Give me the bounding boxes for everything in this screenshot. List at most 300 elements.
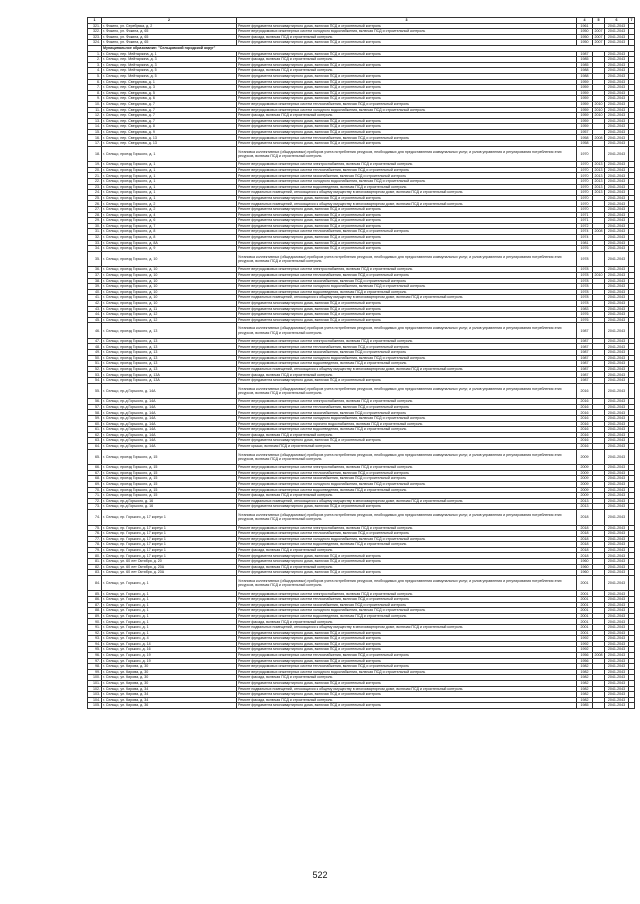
row-address: г. Сельцо, ул. 60 лет Октября, д. 20: [102, 559, 237, 565]
row-address: г. Сельцо, проезд Горького, д. 13: [102, 361, 237, 367]
row-year-repaired: [593, 323, 605, 339]
row-planned-period: 2041-2043: [605, 113, 629, 119]
row-year-built: 1956: [577, 658, 593, 664]
row-year-built: 1959: [577, 118, 593, 124]
row-address: г. Сельцо, пр. Горького, д. 17 корпус 1: [102, 553, 237, 559]
row-year-repaired: 2013: [594, 162, 603, 167]
row-address: г. Сельцо, проезд Горького, д. 15: [102, 465, 237, 471]
row-year-built: 1961: [577, 23, 593, 29]
row-work-type: Ремонт фундамента многоквартирного дома, включая ПСД и строительный контроль: [237, 680, 577, 686]
row-number: 1.: [88, 51, 102, 57]
row-work-type: Ремонт фасада, включая ПСД и строительный контроль: [237, 675, 577, 681]
row-year-built: 1983: [577, 306, 593, 312]
row-address: г. Сельцо, пр-д Горького, д. 14А: [102, 410, 237, 416]
row-address: г. Сельцо, ул. Горького, д. 19: [102, 658, 237, 664]
row-work-type: Ремонт фундамента многоквартирного дома, включая ПСД и строительный контроль: [237, 23, 577, 29]
row-year-built: 2001: [577, 575, 593, 591]
row-work-type: Ремонт внутридомовых инженерных систем газоснабжения, включая ПСД и строительный контроль: [237, 278, 577, 284]
row-year-built: 1974: [577, 234, 593, 240]
row-work-type: Ремонт внутридомовых инженерных систем газоснабжения, включая ПСД и строительный контроль: [237, 476, 577, 482]
row-planned-period: 2041-2043: [605, 509, 629, 525]
row-work-type: Ремонт фундамента многоквартирного дома, включая ПСД и строительный контроль: [237, 79, 577, 85]
row-address: г. Сельцо, проезд Горького, д. 15: [102, 476, 237, 482]
row-number: 101.: [88, 680, 102, 686]
row-extra: [629, 251, 635, 267]
row-planned-period: 2041-2043: [605, 404, 629, 410]
row-planned-period: 2041-2043: [605, 692, 629, 698]
row-number: 19.: [88, 162, 102, 168]
row-number: 89.: [88, 613, 102, 619]
row-work-type: Ремонт фундамента многоквартирного дома, включая ПСД и строительный контроль: [237, 570, 577, 576]
row-work-type: Ремонт фасада, включая ПСД и строительный контроль: [237, 493, 577, 499]
repair-schedule-table: [87, 17, 635, 709]
row-work-type: Ремонт внутридомовых инженерных систем газоснабжения, включая ПСД и строительный контроль: [237, 350, 577, 356]
row-number: 43.: [88, 306, 102, 312]
row-number: 63.: [88, 438, 102, 444]
row-number: 44.: [88, 312, 102, 318]
row-address: г. Сельцо, проезд Горького, д. 13: [102, 323, 237, 339]
row-planned-period: 2041-2043: [605, 504, 629, 510]
row-planned-period: 2041-2043: [605, 267, 629, 273]
row-address: г. Сельцо, пр-д Горького, д. 14А: [102, 438, 237, 444]
row-work-type: Установка коллективных (общедомовых) приборов учета потребления ресурсов, необходимых для предоставления коммунальных услуг, и узлов управления и регулирования потребления этих ресурсов, включая ПСД и строительный контроль: [237, 383, 577, 399]
row-work-type: Ремонт внутридомовых инженерных систем теплоснабжения, включая ПСД и строительный контроль: [237, 135, 577, 141]
row-planned-period: 2041-2043: [605, 703, 629, 709]
row-number: 60.: [88, 421, 102, 427]
row-work-type: Ремонт фасада, включая ПСД и строительный контроль: [237, 34, 577, 40]
row-number: 46.: [88, 323, 102, 339]
row-planned-period: 2041-2043: [605, 525, 629, 531]
row-planned-period: 2041-2043: [605, 251, 629, 267]
row-address: г. Сельцо, пр-д Горького, д. 14А: [102, 443, 237, 449]
row-address: г. Сельцо, проезд Горького, д. 1: [102, 195, 237, 201]
row-work-type: Ремонт фундамента многоквартирного дома, включая ПСД и строительный контроль: [237, 51, 577, 57]
row-address: г. Сельцо, пр-д Горького, д. 14А: [102, 383, 237, 399]
row-year-repaired: 2007: [594, 29, 603, 34]
row-year-built: 1987: [577, 338, 593, 344]
row-year-built: 1959: [577, 85, 593, 91]
row-year-built: 1982: [577, 669, 593, 675]
table-row: [88, 449, 635, 465]
row-work-type: Ремонт внутридомовых инженерных систем водоотведения, включая ПСД и строительный контроль: [237, 289, 577, 295]
row-year-built: 2016: [577, 421, 593, 427]
row-number: 105.: [88, 703, 102, 709]
row-address: г. Фокино, ул. Фокина, д. 65: [102, 40, 237, 46]
row-planned-period: 2041-2043: [605, 240, 629, 246]
row-address: г. Сельцо, ул. Кирова, д. 34: [102, 692, 237, 698]
row-work-type: Ремонт подвальных помещений, относящихся к общему имуществу в многоквартирном доме, включая ПСД и строительный контроль: [237, 498, 577, 504]
table-body: [88, 23, 635, 708]
row-number: 66.: [88, 465, 102, 471]
row-number: 41.: [88, 295, 102, 301]
row-work-type: Установка коллективных (общедомовых) приборов учета потребления ресурсов, необходимых для предоставления коммунальных услуг, и узлов управления и регулирования потребления этих ресурсов, включая ПСД и строительный контроль: [237, 575, 577, 591]
row-work-type: Ремонт фундамента многоквартирного дома, включая ПСД и строительный контроль: [237, 504, 577, 510]
row-year-built: 1957: [577, 129, 593, 135]
row-year-built: 2018: [577, 553, 593, 559]
row-address: г. Сельцо, ул. Кирова, д. 36: [102, 703, 237, 709]
row-planned-period: 2041-2043: [605, 73, 629, 79]
row-work-type: Ремонт внутридомовых инженерных систем теплоснабжения, включая ПСД и строительный контроль: [237, 597, 577, 603]
row-planned-period: 2041-2043: [605, 312, 629, 318]
row-year-repaired: 2008: [594, 135, 603, 140]
row-year-repaired: 2007: [594, 40, 603, 45]
row-year-built: 1982: [577, 697, 593, 703]
row-address: г. Сельцо, ул. Кирова, д. 34: [102, 697, 237, 703]
row-address: г. Сельцо, проезд Горького, д. 15: [102, 449, 237, 465]
row-planned-period: 2041-2043: [605, 427, 629, 433]
row-number: 21.: [88, 173, 102, 179]
row-number: 54.: [88, 378, 102, 384]
row-address: г. Сельцо, ул. Горького, д. 19: [102, 652, 237, 658]
row-year-built: 2018: [577, 536, 593, 542]
row-planned-period: 2041-2043: [605, 421, 629, 427]
row-work-type: Ремонт фундамента многоквартирного дома, включая ПСД и строительный контроль: [237, 559, 577, 565]
row-planned-period: 2041-2043: [605, 29, 629, 35]
row-year-built: 1992: [577, 636, 593, 642]
row-number: 33.: [88, 240, 102, 246]
row-year-repaired: 2007: [594, 34, 603, 39]
row-address: г. Сельцо, ул. Горького, д. 14: [102, 641, 237, 647]
row-year-built: 1987: [577, 350, 593, 356]
row-year-built: 1978: [577, 289, 593, 295]
row-year-built: 1987: [577, 366, 593, 372]
row-work-type: Ремонт внутридомовых инженерных систем водоотведения, включая ПСД и строительный контроль: [237, 361, 577, 367]
table-row: [88, 383, 635, 399]
row-year-built: 1970: [577, 173, 593, 179]
row-work-type: Ремонт внутридомовых инженерных систем водоотведения, включая ПСД и строительный контроль: [237, 613, 577, 619]
row-address: г. Сельцо, ул. Горького, д. 1: [102, 630, 237, 636]
row-planned-period: 2041-2043: [605, 207, 629, 213]
row-planned-period: 2041-2043: [605, 636, 629, 642]
row-number: 6.: [88, 79, 102, 85]
row-planned-period: 2041-2043: [605, 564, 629, 570]
row-number: 34.: [88, 246, 102, 252]
row-planned-period: 2041-2043: [605, 619, 629, 625]
row-planned-period: 2041-2043: [605, 284, 629, 290]
row-year-built: 1987: [577, 378, 593, 384]
row-number: 28.: [88, 212, 102, 218]
row-planned-period: 2041-2043: [605, 317, 629, 323]
row-year-built: 1950: [577, 29, 593, 35]
row-year-built: 1978: [577, 267, 593, 273]
row-year-repaired: 2008: [594, 229, 603, 234]
row-year-built: 2013: [577, 498, 593, 504]
row-planned-period: 2041-2043: [605, 68, 629, 74]
row-address: г. Сельцо, пер. Свердлова, д. 9: [102, 129, 237, 135]
row-work-type: Ремонт фундамента многоквартирного дома, включая ПСД и строительный контроль: [237, 312, 577, 318]
row-planned-period: 2041-2043: [605, 355, 629, 361]
row-year-built: 2009: [577, 470, 593, 476]
row-number: 91.: [88, 625, 102, 631]
row-year-built: 2018: [577, 525, 593, 531]
row-address: г. Сельцо, проезд Горького, д. 13А: [102, 372, 237, 378]
row-work-type: Ремонт фундамента многоквартирного дома, включая ПСД и строительный контроль: [237, 40, 577, 46]
row-number: 98.: [88, 664, 102, 670]
row-work-type: Ремонт фундамента многоквартирного дома, включая ПСД и строительный контроль: [237, 647, 577, 653]
row-work-type: Ремонт фундамента многоквартирного дома, включая ПСД и строительный контроль: [237, 207, 577, 213]
row-number: 8.: [88, 90, 102, 96]
row-address: г. Сельцо, пр. Горького, д. 17 корпус 1: [102, 547, 237, 553]
row-year-built: 1974: [577, 229, 593, 235]
row-number: 30.: [88, 223, 102, 229]
row-year-built: 1959: [577, 101, 593, 107]
row-year-built: 2009: [577, 476, 593, 482]
row-address: г. Сельцо, проезд Горького, д. 13А: [102, 378, 237, 384]
row-number: 74.: [88, 509, 102, 525]
row-extra: [629, 146, 635, 162]
row-work-type: Ремонт внутридомовых инженерных систем водоотведения, включая ПСД и строительный контроль: [237, 542, 577, 548]
row-number: 102.: [88, 686, 102, 692]
row-address: г. Сельцо, проезд Горького, д. 8А: [102, 240, 237, 246]
row-work-type: Ремонт внутридомовых инженерных систем газоснабжения, включая ПСД и строительный контроль: [237, 173, 577, 179]
row-address: г. Сельцо, проезд Горького, д. 1: [102, 173, 237, 179]
row-number: 18.: [88, 146, 102, 162]
table-row: [88, 323, 635, 339]
row-address: г. Сельцо, ул. Горького, д. 1: [102, 625, 237, 631]
row-number: 3.: [88, 62, 102, 68]
row-planned-period: 2041-2043: [605, 51, 629, 57]
row-number: 24.: [88, 190, 102, 196]
row-number: 58.: [88, 410, 102, 416]
row-address: г. Сельцо, проезд Горького, д. 2: [102, 201, 237, 207]
row-year-built: 1959: [577, 124, 593, 130]
row-number: 48.: [88, 344, 102, 350]
row-address: г. Сельцо, проезд Горького, д. 9: [102, 246, 237, 252]
row-number: 72.: [88, 498, 102, 504]
row-work-type: Ремонт фундамента многоквартирного дома, включая ПСД и строительный контроль: [237, 195, 577, 201]
row-year-built: 1976: [577, 312, 593, 318]
row-extra: [629, 323, 635, 339]
row-planned-period: 2041-2043: [605, 416, 629, 422]
row-number: 75.: [88, 525, 102, 531]
row-year-built: 2016: [577, 383, 593, 399]
row-year-built: 1959: [577, 113, 593, 119]
row-address: г. Сельцо, ул. Горького, д. 1: [102, 597, 237, 603]
row-planned-period: 2041-2043: [605, 295, 629, 301]
row-number: 56.: [88, 399, 102, 405]
row-work-type: Ремонт внутридомовых инженерных систем холодного водоснабжения, включая ПСД и строительный контроль: [237, 29, 577, 35]
row-planned-period: 2041-2043: [605, 62, 629, 68]
row-work-type: Ремонт внутридомовых инженерных систем газоснабжения, включая ПСД и строительный контроль: [237, 602, 577, 608]
row-work-type: Установка коллективных (общедомовых) приборов учета потребления ресурсов, необходимых для предоставления коммунальных услуг, и узлов управления и регулирования потребления этих ресурсов, включая ПСД и строительный контроль: [237, 449, 577, 465]
row-number: 82.: [88, 564, 102, 570]
row-number: 86.: [88, 597, 102, 603]
row-number: 64.: [88, 443, 102, 449]
row-work-type: Ремонт фасада, включая ПСД и строительный контроль: [237, 372, 577, 378]
row-number: 67.: [88, 470, 102, 476]
row-number: 52.: [88, 366, 102, 372]
row-planned-period: 2041-2043: [605, 613, 629, 619]
row-address: г. Сельцо, проезд Горького, д. 8: [102, 234, 237, 240]
row-address: г. Сельцо, ул. Горького, д. 1: [102, 608, 237, 614]
row-address: г. Сельцо, пер. Свердлова, д. 3: [102, 85, 237, 91]
row-address: г. Сельцо, проезд Горького, д. 12: [102, 312, 237, 318]
row-address: г. Сельцо, пер. Мейтарзина, д. 1: [102, 51, 237, 57]
row-work-type: Установка коллективных (общедомовых) приборов учета потребления ресурсов, необходимых для предоставления коммунальных услуг, и узлов управления и регулирования потребления этих ресурсов, включая ПСД и строительный контроль: [237, 146, 577, 162]
row-year-built: 1956: [577, 652, 593, 658]
row-number: 49.: [88, 350, 102, 356]
row-address: г. Сельцо, ул. Кирова, д. 30: [102, 680, 237, 686]
row-address: г. Сельцо, пер. Свердлова, д. 13: [102, 135, 237, 141]
row-planned-period: 2041-2043: [605, 536, 629, 542]
row-planned-period: 2041-2043: [605, 383, 629, 399]
row-year-built: 1982: [577, 692, 593, 698]
row-work-type: Ремонт внутридомовых инженерных систем холодного водоснабжения, включая ПСД и строительный контроль: [237, 608, 577, 614]
row-year-built: 1970: [577, 162, 593, 168]
row-address: г. Сельцо, проезд Горького, д. 13: [102, 355, 237, 361]
row-work-type: Ремонт подвальных помещений, относящихся к общему имуществу в многоквартирном доме, включая ПСД и строительный контроль: [237, 201, 577, 207]
row-year-built: 1959: [577, 96, 593, 102]
row-extra: [629, 449, 635, 465]
row-work-type: Ремонт подвальных помещений, относящихся к общему имуществу в многоквартирном доме, включая ПСД и строительный контроль: [237, 625, 577, 631]
row-address: г. Сельцо, ул. Горького, д. 1: [102, 602, 237, 608]
row-address: г. Сельцо, проезд Горького, д. 13: [102, 366, 237, 372]
row-address: г. Сельцо, проезд Горького, д. 13: [102, 350, 237, 356]
row-work-type: Ремонт внутридомовых инженерных систем теплоснабжения, включая ПСД и строительный контроль: [237, 664, 577, 670]
row-year-built: 2001: [577, 608, 593, 614]
row-address: г. Сельцо, проезд Горького, д. 8: [102, 229, 237, 235]
row-work-type: Ремонт внутридомовых инженерных систем холодного водоснабжения, включая ПСД и строительный контроль: [237, 669, 577, 675]
row-year-built: 1960: [577, 570, 593, 576]
row-year-built: 1985: [577, 62, 593, 68]
row-address: г. Сельцо, ул. 60 лет Октября, д. 20А: [102, 570, 237, 576]
row-year-built: 1987: [577, 372, 593, 378]
row-work-type: Ремонт фасада, включая ПСД и строительный контроль: [237, 697, 577, 703]
row-planned-period: 2041-2043: [605, 372, 629, 378]
row-number: 88.: [88, 608, 102, 614]
row-work-type: Ремонт внутридомовых инженерных систем холодного водоснабжения, включая ПСД и строительный контроль: [237, 284, 577, 290]
row-address: г. Сельцо, проезд Горького, д. 4: [102, 212, 237, 218]
header-cell: 1: [88, 18, 102, 24]
row-work-type: Ремонт фундамента многоквартирного дома, включая ПСД и строительный контроль: [237, 73, 577, 79]
row-year-built: 2009: [577, 449, 593, 465]
row-planned-period: 2041-2043: [605, 597, 629, 603]
row-number: 27.: [88, 207, 102, 213]
row-year-built: 1970: [577, 195, 593, 201]
row-number: 59.: [88, 416, 102, 422]
row-year-built: 2009: [577, 487, 593, 493]
row-year-repaired: 2010: [594, 102, 603, 106]
row-work-type: Ремонт внутридомовых инженерных систем теплоснабжения, включая ПСД и строительный контроль: [237, 531, 577, 537]
row-year-built: 1985: [577, 57, 593, 63]
row-address: г. Сельцо, пр. Горького, д. 17 корпус 1: [102, 509, 237, 525]
row-year-built: 1970: [577, 184, 593, 190]
row-planned-period: 2041-2043: [605, 465, 629, 471]
row-address: г. Сельцо, пр-д Горького, д. 14А: [102, 432, 237, 438]
page-number: 522: [312, 870, 328, 880]
row-address: г. Сельцо, пер. Мейтарзина, д. 3: [102, 57, 237, 63]
row-work-type: Ремонт внутридомовых инженерных систем холодного водоснабжения, включая ПСД и строительный контроль: [237, 536, 577, 542]
row-work-type: Ремонт внутридомовых инженерных систем водоотведения, включая ПСД и строительный контроль: [237, 487, 577, 493]
row-number: 39.: [88, 284, 102, 290]
row-work-type: Ремонт фундамента многоквартирного дома, включая ПСД и строительный контроль: [237, 129, 577, 135]
row-work-type: Ремонт внутридомовых инженерных систем холодного водоснабжения, включая ПСД и строительный контроль: [237, 481, 577, 487]
row-work-type: Ремонт фундамента многоквартирного дома, включая ПСД и строительный контроль: [237, 636, 577, 642]
row-work-type: Ремонт внутридомовых инженерных систем водоотведения, включая ПСД и строительный контроль: [237, 427, 577, 433]
row-work-type: Ремонт внутридомовых инженерных систем водоотведения, включая ПСД и строительный контроль: [237, 184, 577, 190]
row-year-built: 1978: [577, 284, 593, 290]
row-planned-period: 2041-2043: [605, 625, 629, 631]
row-year-built: 2016: [577, 399, 593, 405]
row-address: г. Сельцо, проезд Горького, д. 1: [102, 162, 237, 168]
row-work-type: Ремонт фундамента многоквартирного дома, включая ПСД и строительный контроль: [237, 378, 577, 384]
row-planned-period: 2041-2043: [605, 124, 629, 130]
row-work-type: Ремонт фундамента многоквартирного дома, включая ПСД и строительный контроль: [237, 118, 577, 124]
row-year-built: 1987: [577, 323, 593, 339]
row-year-built: 1958: [577, 141, 593, 147]
row-year-built: 2001: [577, 619, 593, 625]
row-year-repaired: 2010: [594, 113, 603, 118]
row-number: 25.: [88, 195, 102, 201]
row-planned-period: 2041-2043: [605, 680, 629, 686]
row-work-type: Ремонт фундамента многоквартирного дома, включая ПСД и строительный контроль: [237, 703, 577, 709]
row-work-type: Ремонт внутридомовых инженерных систем холодного водоснабжения, включая ПСД и строительный контроль: [237, 355, 577, 361]
row-year-repaired: 2010: [594, 273, 603, 278]
row-number: 32.: [88, 234, 102, 240]
row-address: г. Сельцо, ул. Кирова, д. 30: [102, 664, 237, 670]
row-address: г. Сельцо, пер. Свердлова, д. 7: [102, 101, 237, 107]
row-planned-period: 2041-2043: [605, 229, 629, 235]
row-number: 78.: [88, 542, 102, 548]
row-number: 11.: [88, 107, 102, 113]
row-year-built: 1992: [577, 647, 593, 653]
row-address: г. Сельцо, пер. Свердлова, д. 5: [102, 90, 237, 96]
row-work-type: Ремонт фундамента многоквартирного дома, включая ПСД и строительный контроль: [237, 141, 577, 147]
row-number: 323.: [88, 34, 102, 40]
row-planned-period: 2041-2043: [605, 350, 629, 356]
row-year-built: 1988: [577, 68, 593, 74]
row-extra: [629, 575, 635, 591]
row-work-type: Ремонт фундамента многоквартирного дома, включая ПСД и строительный контроль: [237, 692, 577, 698]
row-number: 26.: [88, 201, 102, 207]
row-work-type: Ремонт подвальных помещений, относящихся к общему имуществу в многоквартирном доме, включая ПСД и строительный контроль: [237, 366, 577, 372]
row-work-type: Ремонт внутридомовых инженерных систем холодного водоснабжения, включая ПСД и строительный контроль: [237, 107, 577, 113]
row-planned-period: 2041-2043: [605, 647, 629, 653]
row-year-built: 1970: [577, 207, 593, 213]
row-work-type: Ремонт фундамента многоквартирного дома, включая ПСД и строительный контроль: [237, 641, 577, 647]
row-address: г. Сельцо, ул. Горького, д. 1: [102, 619, 237, 625]
row-year-built: 1970: [577, 179, 593, 185]
row-year-built: 1978: [577, 295, 593, 301]
row-work-type: Ремонт фундамента многоквартирного дома, включая ПСД и строительный контроль: [237, 300, 577, 306]
row-number: 7.: [88, 85, 102, 91]
row-work-type: Ремонт фундамента многоквартирного дома, включая ПСД и строительный контроль: [237, 317, 577, 323]
row-planned-period: 2041-2043: [605, 57, 629, 63]
row-work-type: Ремонт фасада, включая ПСД и строительный контроль: [237, 564, 577, 570]
row-planned-period: 2041-2043: [605, 306, 629, 312]
row-year-built: 2009: [577, 481, 593, 487]
row-year-built: 1972: [577, 223, 593, 229]
row-planned-period: 2041-2043: [605, 129, 629, 135]
document-sheet: [87, 17, 634, 709]
row-year-built: 1959: [577, 90, 593, 96]
row-planned-period: 2041-2043: [605, 300, 629, 306]
row-planned-period: 2041-2043: [605, 697, 629, 703]
row-number: 77.: [88, 536, 102, 542]
row-address: г. Сельцо, проезд Горького, д. 13: [102, 344, 237, 350]
row-work-type: Ремонт фундамента многоквартирного дома, включая ПСД и строительный контроль: [237, 223, 577, 229]
row-number: 15.: [88, 129, 102, 135]
row-planned-period: 2041-2043: [605, 338, 629, 344]
row-planned-period: 2041-2043: [605, 675, 629, 681]
row-year-repaired: [593, 251, 605, 267]
row-number: 13.: [88, 118, 102, 124]
row-address: г. Сельцо, пр. Горького, д. 17 корпус 1: [102, 531, 237, 537]
row-address: г. Сельцо, проезд Горького, д. 10: [102, 278, 237, 284]
row-year-repaired: [593, 383, 605, 399]
row-work-type: Ремонт внутридомовых инженерных систем теплоснабжения, включая ПСД и строительный контроль: [237, 344, 577, 350]
row-address: г. Сельцо, пер. Свердлова, д. 1: [102, 79, 237, 85]
